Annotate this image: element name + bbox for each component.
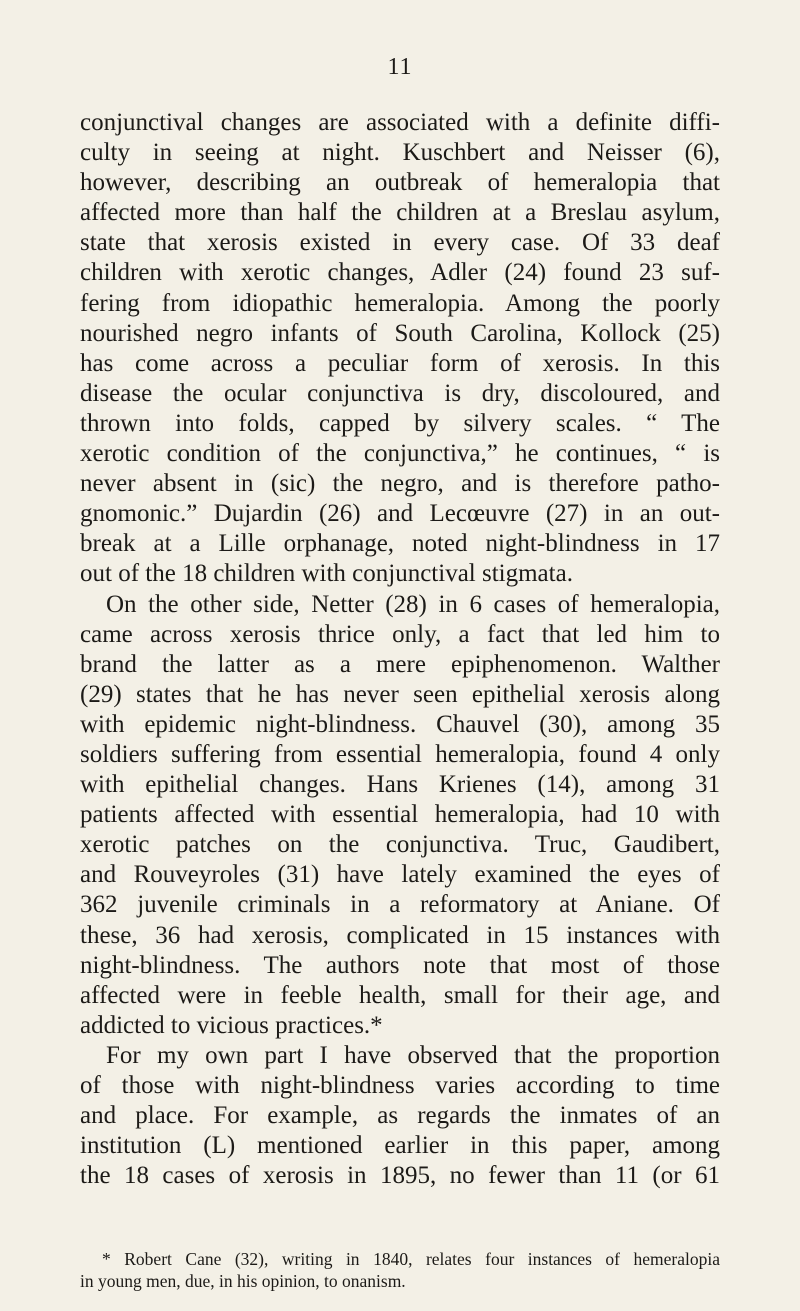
text-line: children with xerotic changes, Adler (24) found 23 suf-	[80, 259, 720, 287]
text-line: the 18 cases of xerosis in 1895, no fewer than 11 (or 61	[80, 1162, 720, 1190]
text-line: however, describing an outbreak of hemeralopia that	[80, 169, 720, 197]
text-line: brand the latter as a mere epiphenomenon. Walther	[80, 650, 720, 678]
text-line: these, 36 had xerosis, complicated in 15 instances with	[80, 921, 720, 949]
text-line: 362 juvenile criminals in a reformatory at Aniane. Of	[80, 891, 720, 919]
text-line: thrown into folds, capped by silvery scales. “ The	[80, 409, 720, 437]
footnote-line: in young men, due, in his opinion, to onanism.	[80, 1271, 406, 1291]
text-line: with epidemic night-blindness. Chauvel (30), among 35	[80, 710, 720, 738]
paragraph-end-line: addicted to vicious practices.*	[80, 1011, 383, 1039]
paragraph-start-line: For my own part I have observed that the proportion	[106, 1041, 720, 1069]
text-line: state that xerosis existed in every case. Of 33 deaf	[80, 229, 720, 257]
text-line: with epithelial changes. Hans Krienes (14), among 31	[80, 771, 720, 799]
text-line: disease the ocular conjunctiva is dry, discoloured, and	[80, 379, 720, 407]
text-line: conjunctival changes are associated with a definite diffi-	[80, 109, 720, 136]
text-line: never absent in (sic) the negro, and is therefore patho-	[80, 470, 720, 498]
text-line: of those with night-blindness varies according to time	[80, 1072, 720, 1099]
text-line: affected were in feeble health, small for their age, and	[80, 981, 720, 1009]
text-line: night-blindness. The authors note that most of those	[80, 951, 720, 979]
text-line: institution (L) mentioned earlier in this paper, among	[80, 1132, 720, 1160]
paragraph-end-line: out of the 18 children with conjunctival stigmata.	[80, 560, 573, 588]
text-line: nourished negro infants of South Carolina, Kollock (25)	[80, 319, 720, 347]
text-line: culty in seeing at night. Kuschbert and Neisser (6),	[80, 139, 720, 167]
paragraph-start-line: On the other side, Netter (28) in 6 cases of hemeralopia,	[106, 590, 720, 618]
body-text	[80, 108, 720, 1191]
text-line: patients affected with essential hemeralopia, had 10 with	[80, 801, 720, 829]
text-line: gnomonic.” Dujardin (26) and Lecœuvre (27) in an out-	[80, 500, 720, 528]
footnote	[80, 1248, 720, 1292]
text-line: and Rouveyroles (31) have lately examined the eyes of	[80, 861, 720, 889]
text-line: xerotic patches on the conjunctiva. Truc, Gaudibert,	[80, 831, 720, 859]
text-line: affected more than half the children at a Breslau asylum,	[80, 199, 720, 227]
text-line: xerotic condition of the conjunctiva,” he continues, “ is	[80, 440, 720, 468]
text-line: break at a Lille orphanage, noted night-blindness in 17	[80, 530, 720, 558]
text-line: fering from idiopathic hemeralopia. Among the poorly	[80, 289, 720, 317]
text-line: (29) states that he has never seen epithelial xerosis along	[80, 680, 720, 708]
text-line: soldiers suffering from essential hemeralopia, found 4 only	[80, 740, 720, 768]
text-line: came across xerosis thrice only, a fact that led him to	[80, 620, 720, 648]
text-line: has come across a peculiar form of xerosis. In this	[80, 349, 720, 377]
footnote-line: * Robert Cane (32), writing in 1840, relates four instances of hemeralopia	[102, 1249, 720, 1269]
page-number: 11	[387, 54, 413, 80]
text-line: and place. For example, as regards the inmates of an	[80, 1102, 720, 1130]
